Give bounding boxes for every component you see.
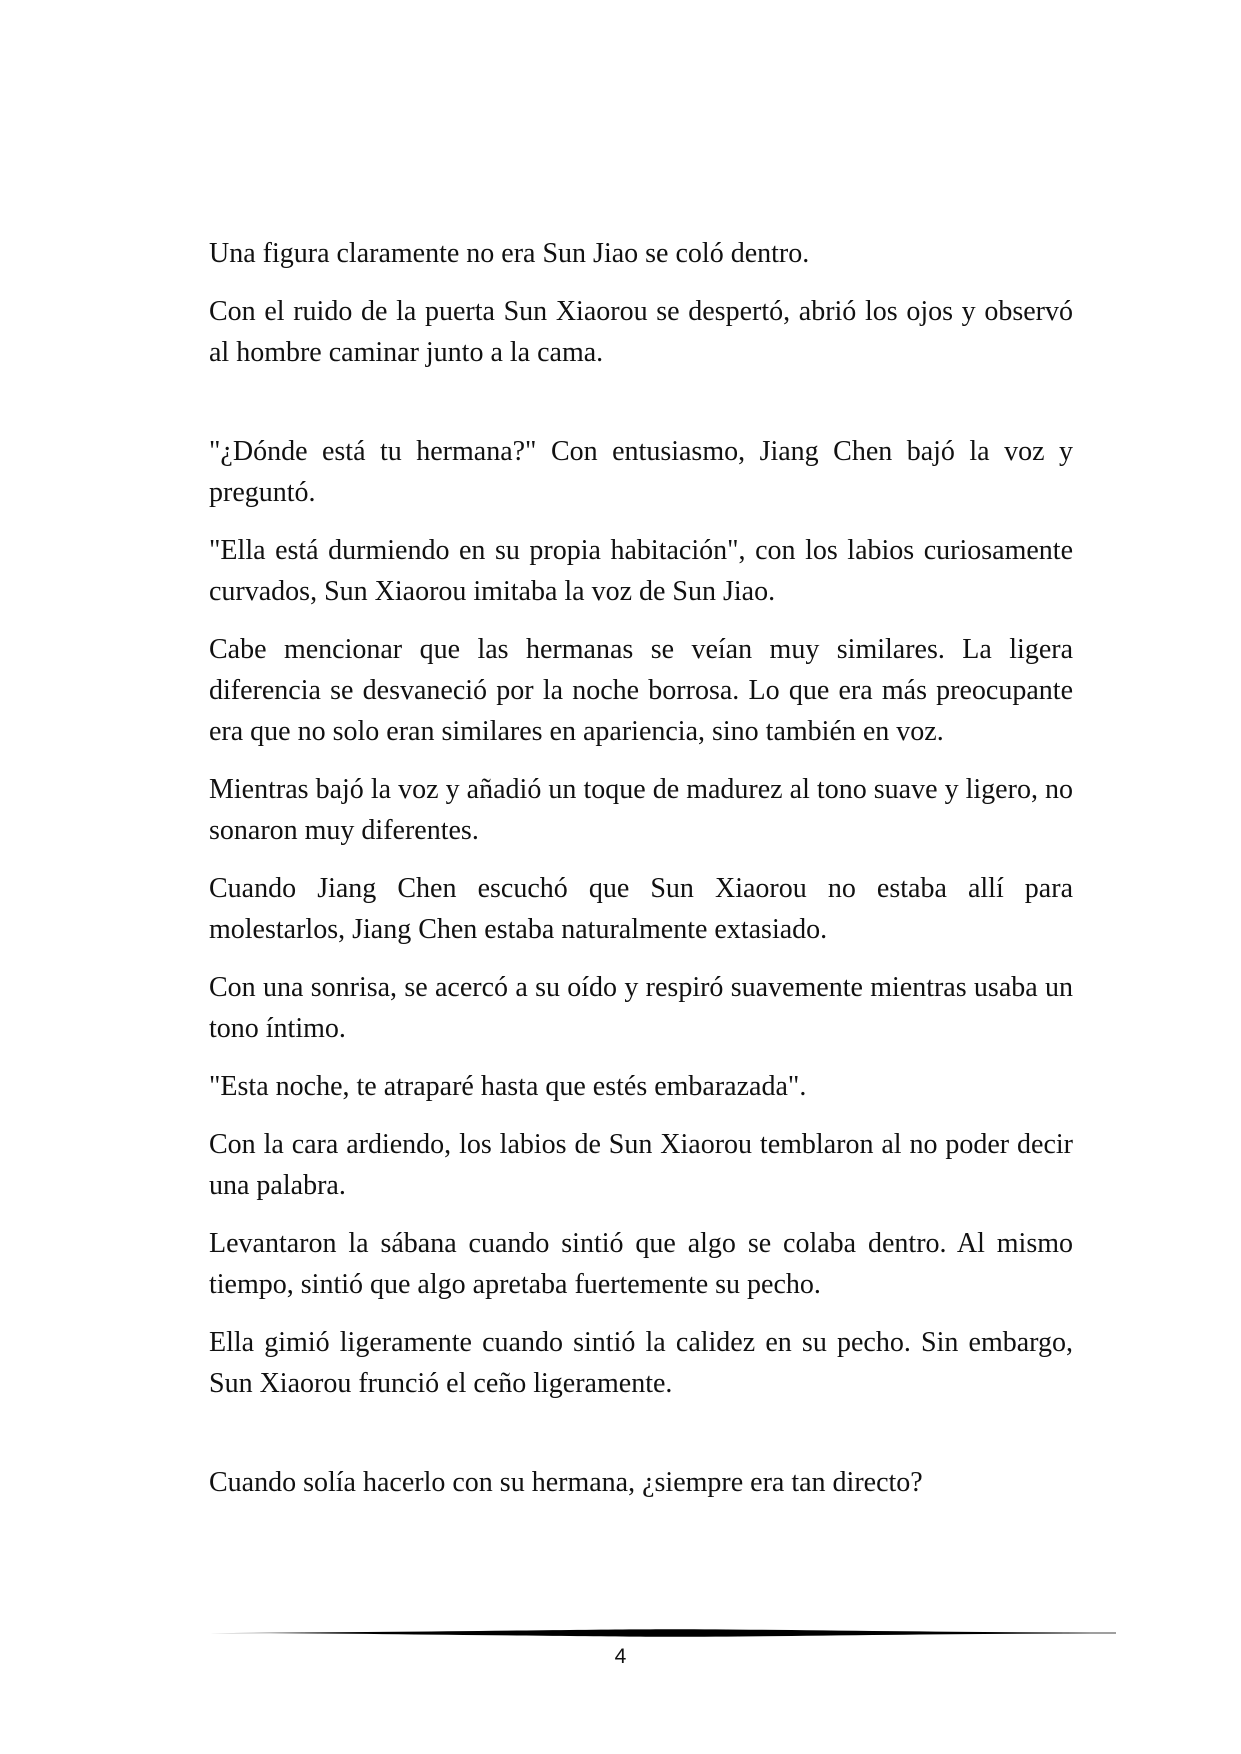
paragraph: Con el ruido de la puerta Sun Xiaorou se despertó, abrió los ojos y observó al hombre caminar junto a la cama. bbox=[209, 296, 1073, 368]
paragraph: Mientras bajó la voz y añadió un toque de madurez al tono suave y ligero, no sonaron muy diferentes. bbox=[209, 774, 1073, 846]
paragraph: Con una sonrisa, se acercó a su oído y respiró suavemente mientras usaba un tono íntimo. bbox=[209, 972, 1073, 1044]
paragraph: Cuando solía hacerlo con su hermana, ¿siempre era tan directo? bbox=[209, 1467, 923, 1498]
paragraph: "Ella está durmiendo en su propia habitación", con los labios curiosamente curvados, Sun Xiaorou imitaba la voz de Sun Jiao. bbox=[209, 535, 1073, 607]
paragraph: "¿Dónde está tu hermana?" Con entusiasmo, Jiang Chen bajó la voz y preguntó. bbox=[209, 436, 1073, 508]
footer-rule-stroke bbox=[209, 1629, 1116, 1637]
paragraph: Una figura claramente no era Sun Jiao se coló dentro. bbox=[209, 238, 810, 269]
body-text bbox=[209, 233, 1073, 1520]
paragraph: Cabe mencionar que las hermanas se veían muy similares. La ligera diferencia se desvaneció por la noche borrosa. Lo que era más preocupante era que no solo eran similares en apariencia, sino también en voz. bbox=[209, 634, 1073, 747]
footer-rule bbox=[209, 1628, 1116, 1638]
paragraph: Con la cara ardiendo, los labios de Sun Xiaorou temblaron al no poder decir una palabra. bbox=[209, 1129, 1073, 1201]
paragraph: Cuando Jiang Chen escuchó que Sun Xiaorou no estaba allí para molestarlos, Jiang Chen estaba naturalmente extasiado. bbox=[209, 873, 1073, 945]
page-number: 4 bbox=[614, 1645, 627, 1668]
paragraph: "Esta noche, te atraparé hasta que estés embarazada". bbox=[209, 1071, 807, 1102]
paragraph: Levantaron la sábana cuando sintió que algo se colaba dentro. Al mismo tiempo, sintió que algo apretaba fuertemente su pecho. bbox=[209, 1228, 1073, 1300]
paragraph: Ella gimió ligeramente cuando sintió la calidez en su pecho. Sin embargo, Sun Xiaorou frunció el ceño ligeramente. bbox=[209, 1327, 1073, 1399]
